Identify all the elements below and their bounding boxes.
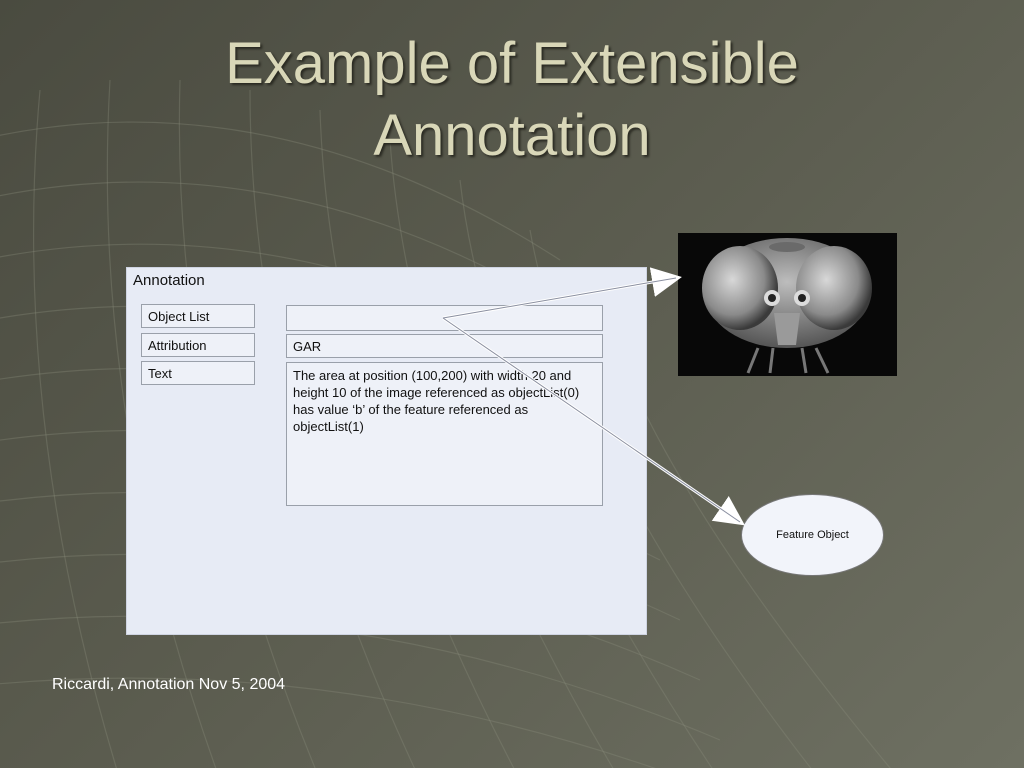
title-line-2: Annotation [373,103,651,168]
title-line-1: Example of Extensible [225,31,799,96]
object-list-value [286,305,603,331]
attribution-label: Attribution [141,333,255,357]
slide-footer: Riccardi, Annotation Nov 5, 2004 [52,676,286,693]
text-value: The area at position (100,200) with width 20 and height 10 of the image referenced as objectList(0) has value ‘b’ of the feature referenced as objectList(1) [286,362,603,506]
annotation-box [126,267,647,635]
object-list-label: Object List [141,304,255,328]
annotation-heading: Annotation [133,272,205,289]
text-label: Text [141,361,255,385]
attribution-value: GAR [286,334,603,358]
feature-object-ellipse: Feature Object [741,494,884,576]
insect-head-image [678,233,897,376]
slide-title [0,28,1024,172]
